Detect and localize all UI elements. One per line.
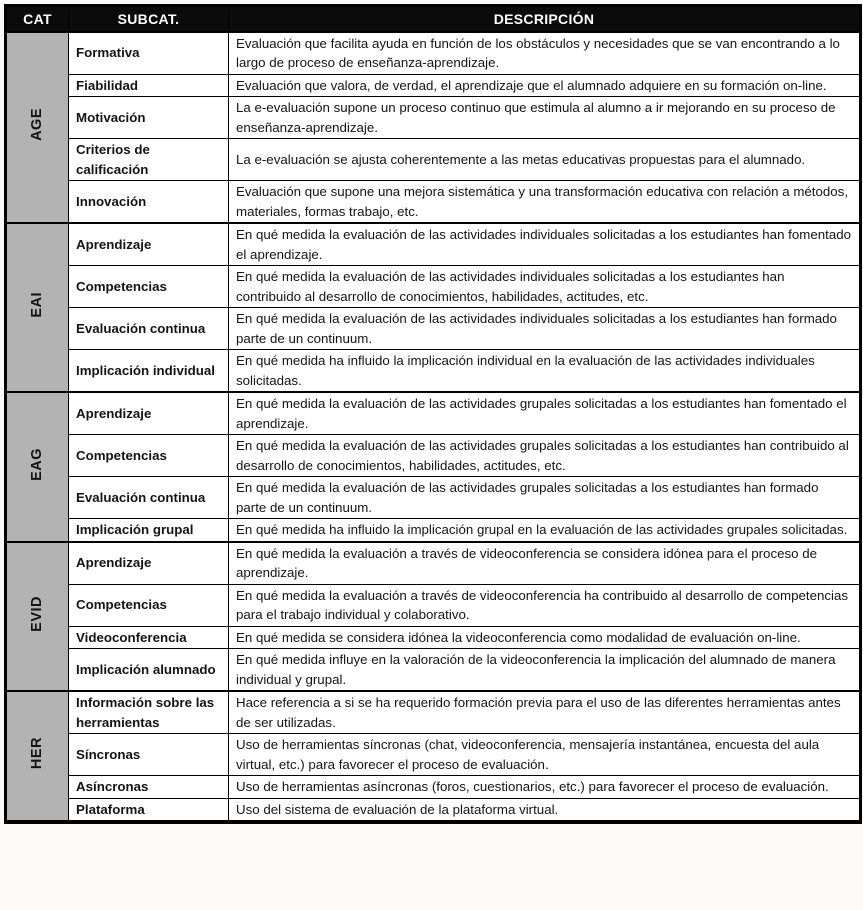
category-label: EAI: [28, 291, 45, 318]
desc-cell: En qué medida la evaluación de las actividades individuales solicitadas a los estudiantes han formado parte de un continuum.: [229, 308, 861, 350]
subcat-cell: Implicación grupal: [69, 519, 229, 542]
table-row: [6, 584, 861, 626]
desc-cell: En qué medida se considera idónea la videoconferencia como modalidad de evaluación on-line.: [229, 626, 861, 649]
table-row: [6, 139, 861, 181]
subcat-cell: Motivación: [69, 97, 229, 139]
desc-cell: En qué medida la evaluación de las actividades individuales solicitadas a los estudiantes han contribuido al desarrollo de conocimientos, habilidades, actitudes, etc.: [229, 266, 861, 308]
col-header-subcat: SUBCAT.: [69, 6, 229, 32]
table-row: [6, 223, 861, 266]
table-row: [6, 626, 861, 649]
table-row: [6, 308, 861, 350]
subcat-cell: Competencias: [69, 435, 229, 477]
table-row: [6, 477, 861, 519]
category-label: EVID: [28, 595, 45, 632]
section-evid: [6, 542, 861, 692]
table-row: [6, 519, 861, 542]
table-row: [6, 542, 861, 585]
subcat-cell: Aprendizaje: [69, 392, 229, 435]
subcat-cell: Implicación individual: [69, 350, 229, 393]
category-label: HER: [28, 737, 45, 770]
category-cell-age: [6, 32, 69, 224]
table-row: [6, 798, 861, 822]
subcat-cell: Implicación alumnado: [69, 649, 229, 692]
desc-cell: En qué medida la evaluación de las actividades grupales solicitadas a los estudiantes han formado parte de un continuum.: [229, 477, 861, 519]
subcat-cell: Información sobre las herramientas: [69, 691, 229, 734]
header-row: [6, 6, 861, 32]
subcat-cell: Asíncronas: [69, 776, 229, 799]
subcat-cell: Evaluación continua: [69, 308, 229, 350]
col-header-descripcion: DESCRIPCIÓN: [229, 6, 861, 32]
table-row: [6, 266, 861, 308]
table-header: [6, 6, 861, 32]
subcat-cell: Evaluación continua: [69, 477, 229, 519]
subcat-cell: Síncronas: [69, 734, 229, 776]
desc-cell: Evaluación que valora, de verdad, el aprendizaje que el alumnado adquiere en su formación on-line.: [229, 74, 861, 97]
table-row: [6, 74, 861, 97]
subcat-cell: Competencias: [69, 266, 229, 308]
desc-cell: Uso del sistema de evaluación de la plataforma virtual.: [229, 798, 861, 822]
subcat-cell: Videoconferencia: [69, 626, 229, 649]
table-row: [6, 350, 861, 393]
desc-cell: En qué medida influye en la valoración de la videoconferencia la implicación del alumnado de manera individual y grupal.: [229, 649, 861, 692]
desc-cell: Hace referencia a si se ha requerido formación previa para el uso de las diferentes herramientas antes de ser utilizadas.: [229, 691, 861, 734]
category-cell-eai: [6, 223, 69, 392]
table-row: [6, 435, 861, 477]
category-label: AGE: [28, 108, 45, 141]
table-row: [6, 691, 861, 734]
subcat-cell: Innovación: [69, 181, 229, 224]
desc-cell: En qué medida la evaluación a través de videoconferencia ha contribuido al desarrollo de competencias para el trabajo individual y colaborativo.: [229, 584, 861, 626]
table-row: [6, 649, 861, 692]
desc-cell: Evaluación que supone una mejora sistemática y una transformación educativa con relación a métodos, materiales, formas trabajo, etc.: [229, 181, 861, 224]
category-cell-her: [6, 691, 69, 822]
category-label: EAG: [28, 447, 45, 481]
section-eai: [6, 223, 861, 392]
subcat-cell: Formativa: [69, 32, 229, 75]
desc-cell: Uso de herramientas asíncronas (foros, cuestionarios, etc.) para favorecer el proceso de evaluación.: [229, 776, 861, 799]
subcat-cell: Plataforma: [69, 798, 229, 822]
section-eag: [6, 392, 861, 542]
desc-cell: En qué medida ha influido la implicación individual en la evaluación de las actividades individuales solicitadas.: [229, 350, 861, 393]
section-her: [6, 691, 861, 822]
category-cell-eag: [6, 392, 69, 542]
table-row: [6, 97, 861, 139]
table-row: [6, 392, 861, 435]
desc-cell: La e-evaluación se ajusta coherentemente a las metas educativas propuestas para el alumnado.: [229, 139, 861, 181]
desc-cell: Evaluación que facilita ayuda en función de los obstáculos y necesidades que se van encontrando a lo largo de proceso de enseñanza-aprendizaje.: [229, 32, 861, 75]
desc-cell: Uso de herramientas síncronas (chat, videoconferencia, mensajería instantánea, encuesta del aula virtual, etc.) para favorecer el proceso de evaluación.: [229, 734, 861, 776]
desc-cell: En qué medida la evaluación de las actividades grupales solicitadas a los estudiantes han contribuido al desarrollo de conocimientos, habilidades, actitudes, etc.: [229, 435, 861, 477]
subcat-cell: Aprendizaje: [69, 223, 229, 266]
desc-cell: En qué medida la evaluación a través de videoconferencia se considera idónea para el proceso de aprendizaje.: [229, 542, 861, 585]
subcat-cell: Aprendizaje: [69, 542, 229, 585]
table-row: [6, 734, 861, 776]
evaluation-categories-table: [4, 4, 862, 824]
subcat-cell: Criterios de calificación: [69, 139, 229, 181]
table-row: [6, 776, 861, 799]
table-row: [6, 32, 861, 75]
subcat-cell: Fiabilidad: [69, 74, 229, 97]
desc-cell: En qué medida ha influido la implicación grupal en la evaluación de las actividades grupales solicitadas.: [229, 519, 861, 542]
section-age: [6, 32, 861, 224]
col-header-cat: CAT: [6, 6, 69, 32]
desc-cell: En qué medida la evaluación de las actividades individuales solicitadas a los estudiantes han fomentado el aprendizaje.: [229, 223, 861, 266]
category-cell-evid: [6, 542, 69, 692]
desc-cell: La e-evaluación supone un proceso continuo que estimula al alumno a ir mejorando en su proceso de enseñanza-aprendizaje.: [229, 97, 861, 139]
desc-cell: En qué medida la evaluación de las actividades grupales solicitadas a los estudiantes han fomentado el aprendizaje.: [229, 392, 861, 435]
table-row: [6, 181, 861, 224]
subcat-cell: Competencias: [69, 584, 229, 626]
